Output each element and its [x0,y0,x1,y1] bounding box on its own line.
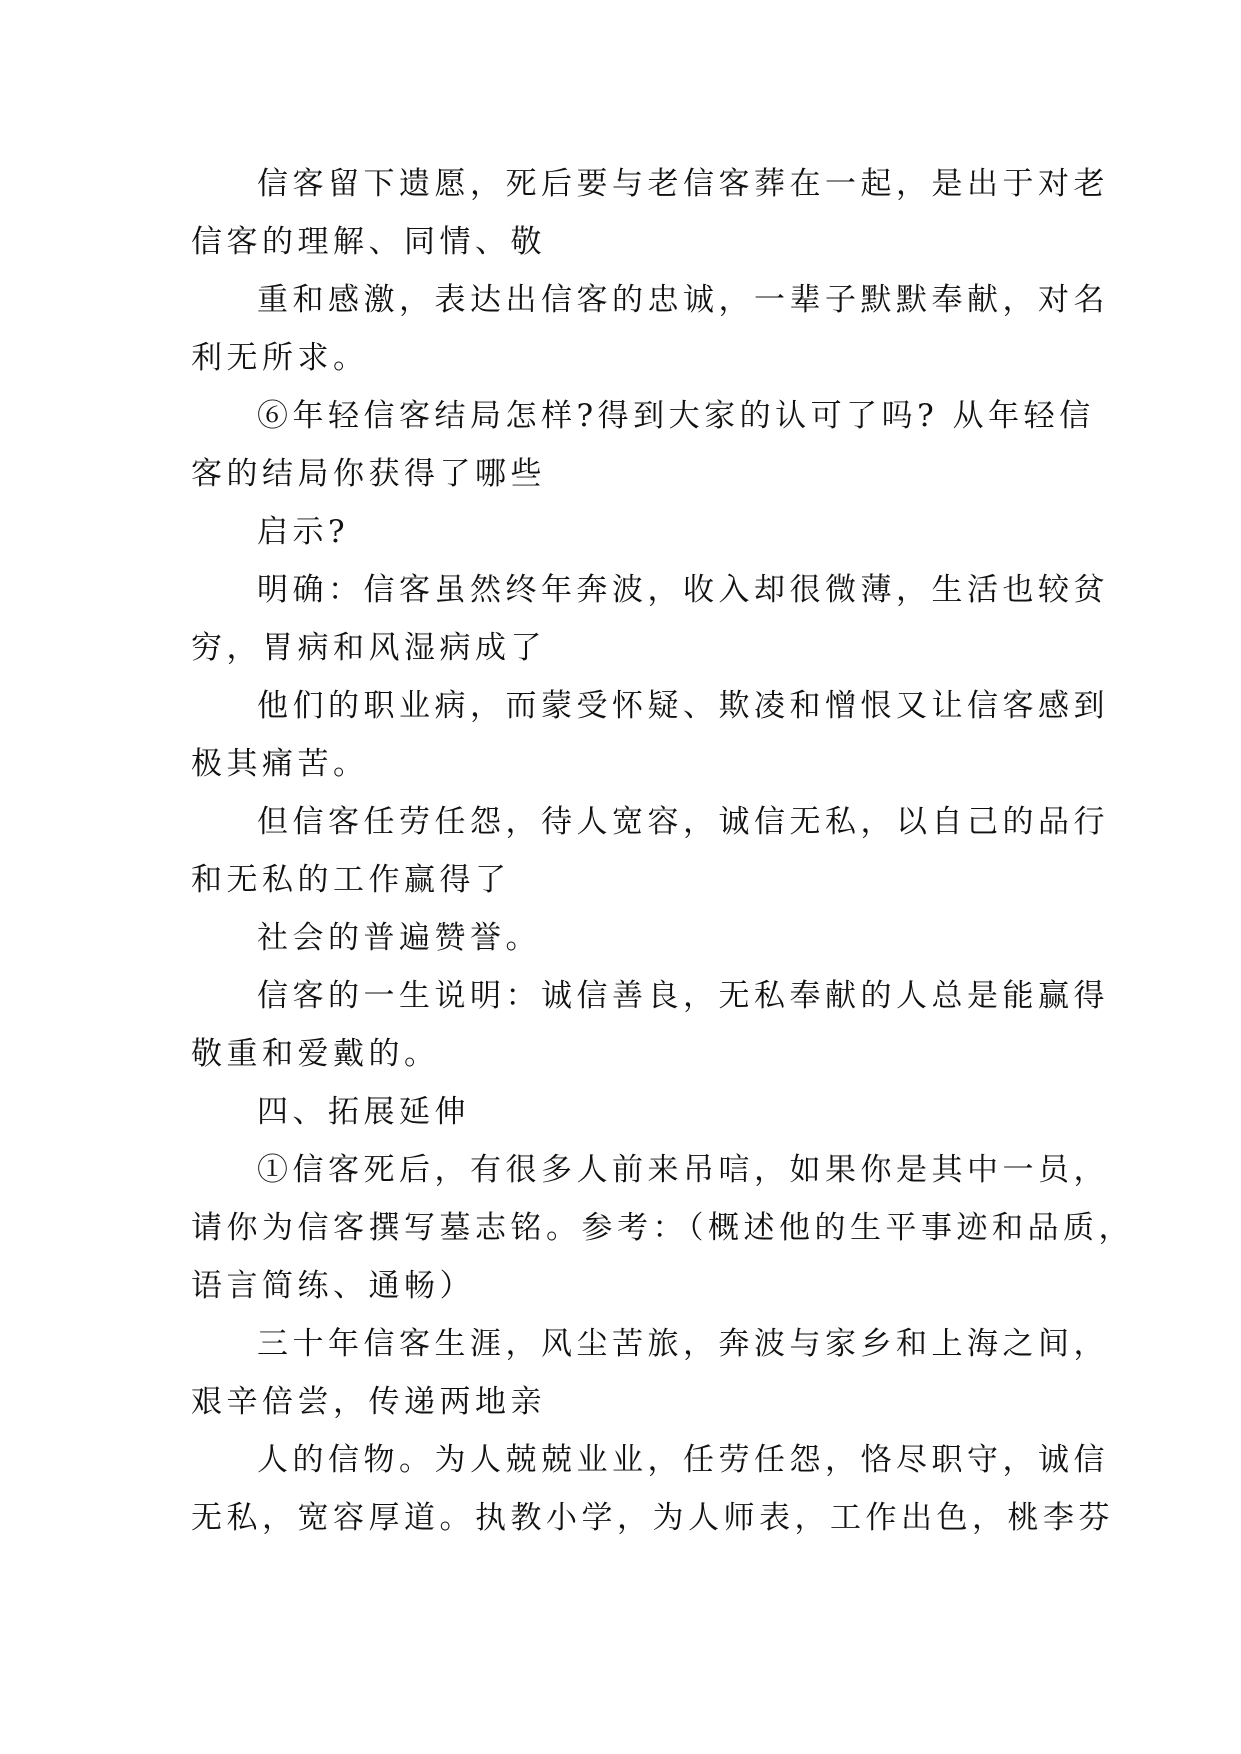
text-line: 请你为信客撰写墓志铭。参考：（概述他的生平事迹和品质， [191,1210,1134,1246]
text-line: 利无所求。 [191,340,369,376]
text-line: 无私，宽容厚道。执教小学，为人师表，工作出色，桃李芬 [191,1500,1114,1536]
text-line: ⑥年轻信客结局怎样?得到大家的认可了吗? 从年轻信 [257,398,1095,434]
text-line: ①信客死后，有很多人前来吊唁，如果你是其中一员， [257,1152,1109,1188]
text-line: 艰辛倍尝，传递两地亲 [191,1384,546,1420]
paragraph [191,909,1061,967]
text-line: 语言简练、通畅） [191,1268,475,1304]
paragraph [191,271,1109,387]
text-line: 敬重和爱戴的。 [191,1036,440,1072]
text-line: 重和感激，表达出信客的忠诚，一辈子默默奉献，对名 [257,282,1109,318]
paragraph [191,155,1109,271]
text-line: 人的信物。为人兢兢业业，任劳任怨，恪尽职守，诚信 [257,1442,1109,1478]
text-line: 极其痛苦。 [191,746,369,782]
paragraph [191,677,1109,793]
text-line: 他们的职业病，而蒙受怀疑、欺凌和憎恨又让信客感到 [257,688,1109,724]
paragraph [191,1141,1134,1315]
text-line: 四、拓展延伸 [257,1094,470,1130]
document-body [191,155,1134,1547]
paragraph [191,1315,1109,1431]
text-line: 社会的普遍赞誉。 [257,920,541,956]
text-line: 和无私的工作赢得了 [191,862,511,898]
text-line: 穷，胃病和风湿病成了 [191,630,546,666]
paragraph [191,387,1095,503]
paragraph [191,793,1109,909]
text-line: 信客留下遗愿，死后要与老信客葬在一起，是出于对老 [257,166,1109,202]
text-line: 客的结局你获得了哪些 [191,456,546,492]
paragraph [191,503,1061,561]
paragraph [191,561,1109,677]
paragraph [191,967,1109,1083]
text-line: 但信客任劳任怨，待人宽容，诚信无私，以自己的品行 [257,804,1109,840]
text-line: 明确：信客虽然终年奔波，收入却很微薄，生活也较贫 [257,572,1109,608]
paragraph [191,1431,1114,1547]
section-heading [191,1083,1061,1141]
text-line: 启示? [257,514,350,550]
text-line: 三十年信客生涯，风尘苦旅，奔波与家乡和上海之间， [257,1326,1109,1362]
text-line: 信客的一生说明：诚信善良，无私奉献的人总是能赢得 [257,978,1109,1014]
text-line: 信客的理解、同情、敬 [191,224,546,260]
